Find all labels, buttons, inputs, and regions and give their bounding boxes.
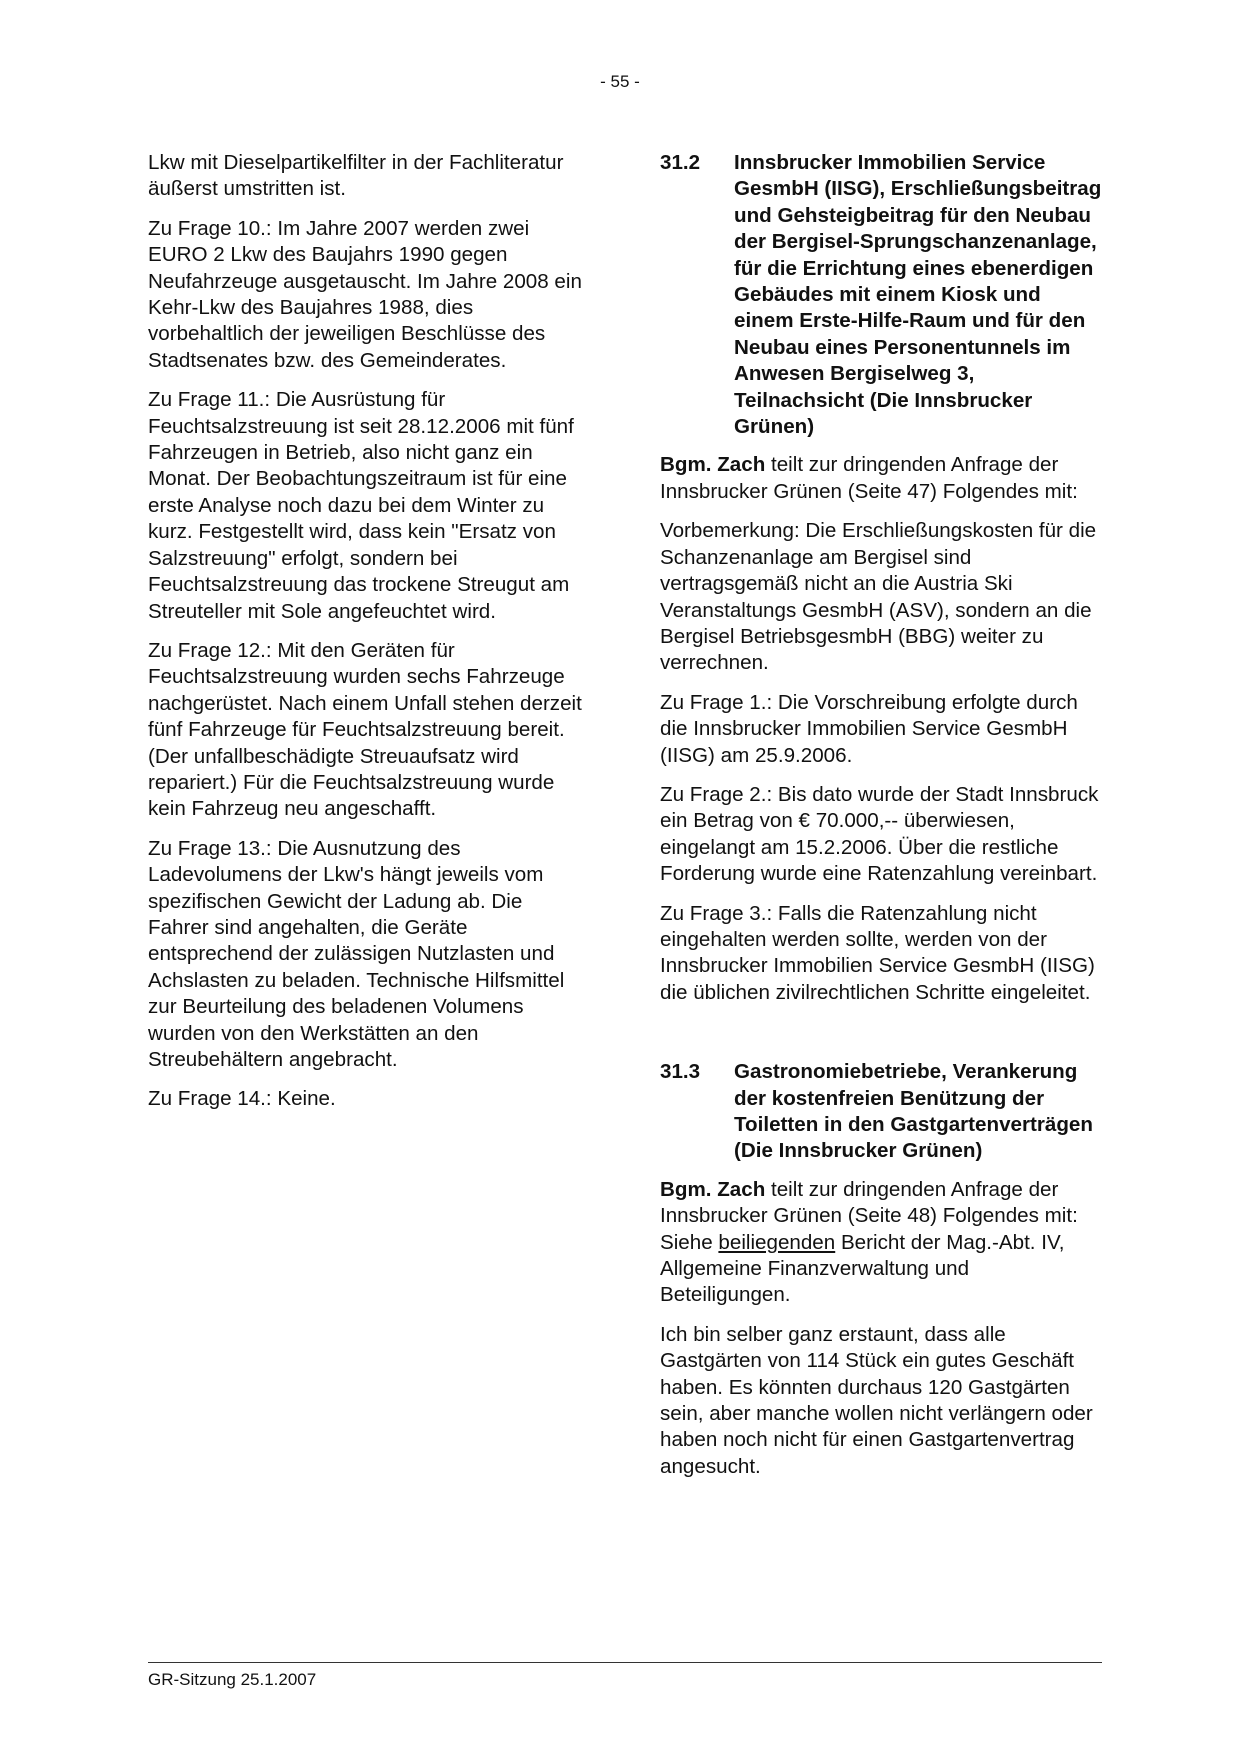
section-number: 31.2 [660,151,701,174]
section-title: Gastronomiebetriebe, Verankerung der kostenfreien Benützung der Toiletten in den Gastgartenverträgen (Die Innsbrucker Grünen) [734,1060,1093,1163]
paragraph: Lkw mit Dieselpartikelfilter in der Fachliteratur äußerst umstritten ist. [148,151,564,201]
section-heading-31-2 [660,150,1105,440]
section-heading-31-3 [660,1059,1105,1165]
left-column [148,150,586,1126]
intro-text: teilt zur dringenden Anfrage der Innsbrucker Grünen (Seite 47) Folgendes mit: [660,453,1078,503]
speaker-intro [660,1177,1105,1309]
speaker-intro [660,452,1105,505]
paragraph: Zu Frage 3.: Falls die Ratenzahlung nicht eingehalten werden sollte, werden von der Innsbrucker Immobilien Service GesmbH (IISG) die üblichen zivilrechtlichen Schritte eingeleitet. [660,901,1095,1004]
speaker-name: Bgm. Zach [660,453,766,477]
paragraph: Zu Frage 10.: Im Jahre 2007 werden zwei EURO 2 Lkw des Baujahrs 1990 gegen Neufahrzeuge ausgetauscht. Im Jahre 2008 ein Kehr-Lkw des Baujahres 1988, dies vorbehaltlich der jeweiligen Beschlüsse des Stadtsenates bzw. des Gemeinderates. [148,216,582,372]
footer-divider [148,1662,1102,1663]
intro-text: teilt zur dringenden Anfrage der Innsbrucker Grünen (Seite 48) Folgendes mit: Siehe [660,1177,1078,1254]
paragraph: Zu Frage 12.: Mit den Geräten für Feuchtsalzstreuung wurden sechs Fahrzeuge nachgerüstet. Nach einem Unfall stehen derzeit fünf Fahrzeuge für Feuchtsalzstreuung bereit. (Der unfallbeschädigte Streuaufsatz wird repariert.) Für die Feuchtsalzstreuung wurde kein Fahrzeug neu angeschafft. [148,638,582,821]
right-column [660,150,1105,1493]
speaker-name: Bgm. Zach [660,1177,766,1201]
paragraph: Zu Frage 1.: Die Vorschreibung erfolgte durch die Innsbrucker Immobilien Service GesmbH (IISG) am 25.9.2006. [660,690,1078,767]
paragraph: Ich bin selber ganz erstaunt, dass alle Gastgärten von 114 Stück ein gutes Geschäft haben. Es könnten durchaus 120 Gastgärten sein, aber manche wollen nicht verlängern oder haben noch nicht für einen Gastgartenvertrag angesucht. [660,1322,1093,1478]
section-number: 31.3 [660,1060,701,1084]
page-number: - 55 - [600,72,640,91]
underlined-word: beiliegenden [718,1230,836,1254]
section-title: Innsbrucker Immobilien Service GesmbH (IISG), Erschließungsbeitrag und Gehsteigbeitrag für den Neubau der Bergisel-Sprungschanzenanlage, für die Errichtung eines ebenerdigen Gebäudes mit einem Kiosk und einem Erste-Hilfe-Raum und für den Neubau eines Personentunnels im Anwesen Bergiselweg 3, Teilnachsicht (Die Innsbrucker Grünen) [734,151,1102,439]
paragraph: Zu Frage 13.: Die Ausnutzung des Ladevolumens der Lkw's hängt jeweils vom spezifischen Gewicht der Ladung ab. Die Fahrer sind angehalten, die Geräte entsprechend der zulässigen Nutzlasten und Achslasten zu beladen. Technische Hilfsmittel zur Beurteilung des beladenen Volumens wurden von den Werkstätten an den Streubehältern angebracht. [148,836,565,1071]
paragraph: Zu Frage 2.: Bis dato wurde der Stadt Innsbruck ein Betrag von € 70.000,-- überwiesen, eingelangt am 15.2.2006. Über die restliche Forderung wurde eine Ratenzahlung vereinbart. [660,782,1099,886]
paragraph: Zu Frage 11.: Die Ausrüstung für Feuchtsalzstreuung ist seit 28.12.2006 mit fünf Fahrzeugen in Betrieb, also nicht ganz ein Monat. Der Beobachtungszeitraum ist für eine erste Analyse noch dazu bei dem Winter zu kurz. Festgestellt wird, dass kein "Ersatz von Salzstreuung" erfolgt, sondern bei Feuchtsalzstreuung das trockene Streugut am Streuteller mit Sole angefeuchtet wird. [148,388,574,623]
footer-text: GR-Sitzung 25.1.2007 [148,1670,317,1689]
paragraph: Vorbemerkung: Die Erschließungskosten für die Schanzenanlage am Bergisel sind vertragsgemäß nicht an die Austria Ski Veranstaltungs GesmbH (ASV), sondern an die Bergisel BetriebsgesmbH (BBG) weiter zu verrechnen. [660,519,1097,675]
paragraph: Zu Frage 14.: Keine. [148,1087,336,1111]
intro-text: Bericht der Mag.-Abt. IV, Allgemeine Finanzverwaltung und Beteiligungen. [660,1230,1065,1307]
